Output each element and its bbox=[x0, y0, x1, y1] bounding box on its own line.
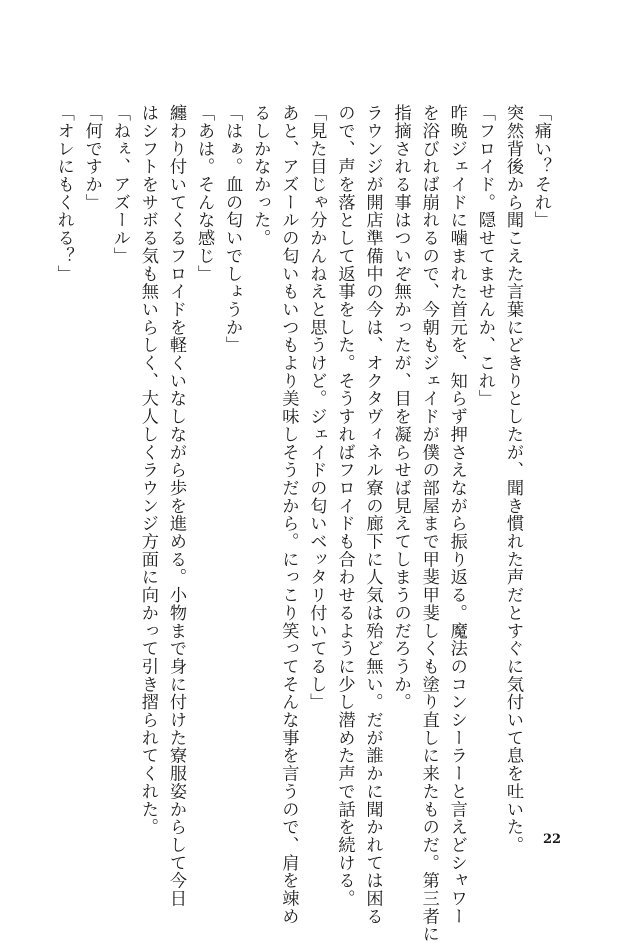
text-line: 「はぁ。血の匂いでしょうか」 bbox=[222, 104, 243, 354]
text-line: あと、アズールの匂いもいつもより美味しそうだから。にっこり笑ってそんな事を言うので、肩を竦め bbox=[278, 104, 299, 926]
text-line: 「あは。そんな感じ」 bbox=[194, 104, 215, 283]
text-line: 昨晩ジェイドに噛まれた首元を、知らず押さえながら振り返る。魔法のコンシーラーと言えどシャワー bbox=[446, 104, 467, 926]
text-line: 纏わり付いてくるフロイドを軽くいなしながら歩を進める。小物まで身に付けた寮服姿からして今日 bbox=[165, 104, 186, 908]
text-line: 「ねぇ、アズール」 bbox=[109, 104, 130, 265]
text-line: を浴びれば崩れるので、今朝もジェイドが僕の部屋まで甲斐甲斐しくも塗り直しに来たものだ。第三者に bbox=[418, 104, 439, 943]
vertical-text-body bbox=[53, 104, 551, 943]
text-line: 「何ですか」 bbox=[81, 104, 102, 212]
text-line: 「見た目じゃ分かんねえと思うけど。ジェイドの匂いベッタリ付いてるし」 bbox=[306, 104, 327, 711]
text-line: 指摘される事はついぞ無かったが、目を凝らせば見えてしまうのだろうか。 bbox=[390, 104, 411, 711]
text-line: 「オレにもくれる？」 bbox=[53, 104, 74, 283]
text-line: るしかなかった。 bbox=[250, 104, 271, 247]
text-line: 「痛い？それ」 bbox=[531, 104, 551, 229]
text-line: はシフトをサボる気も無いらしく、大人しくラウンジ方面に向かって引き摺られてくれた。 bbox=[137, 104, 158, 836]
text-line: ラウンジが開店準備中の今は、オクタヴィネル寮の廊下に人気は殆ど無い。だが誰かに聞かれては困る bbox=[362, 104, 383, 926]
text-line: 「フロイド。隠せてませんか、これ」 bbox=[474, 104, 495, 408]
text-line: 突然背後から聞こえた言葉にどきりとしたが、聞き慣れた声だとすぐに気付いて息を吐いた。 bbox=[502, 104, 523, 854]
text-line: ので、声を落として返事をした。そうすればフロイドも合わせるように少し潜めた声で話を続ける。 bbox=[334, 104, 355, 908]
page-number: 22 bbox=[543, 832, 562, 847]
